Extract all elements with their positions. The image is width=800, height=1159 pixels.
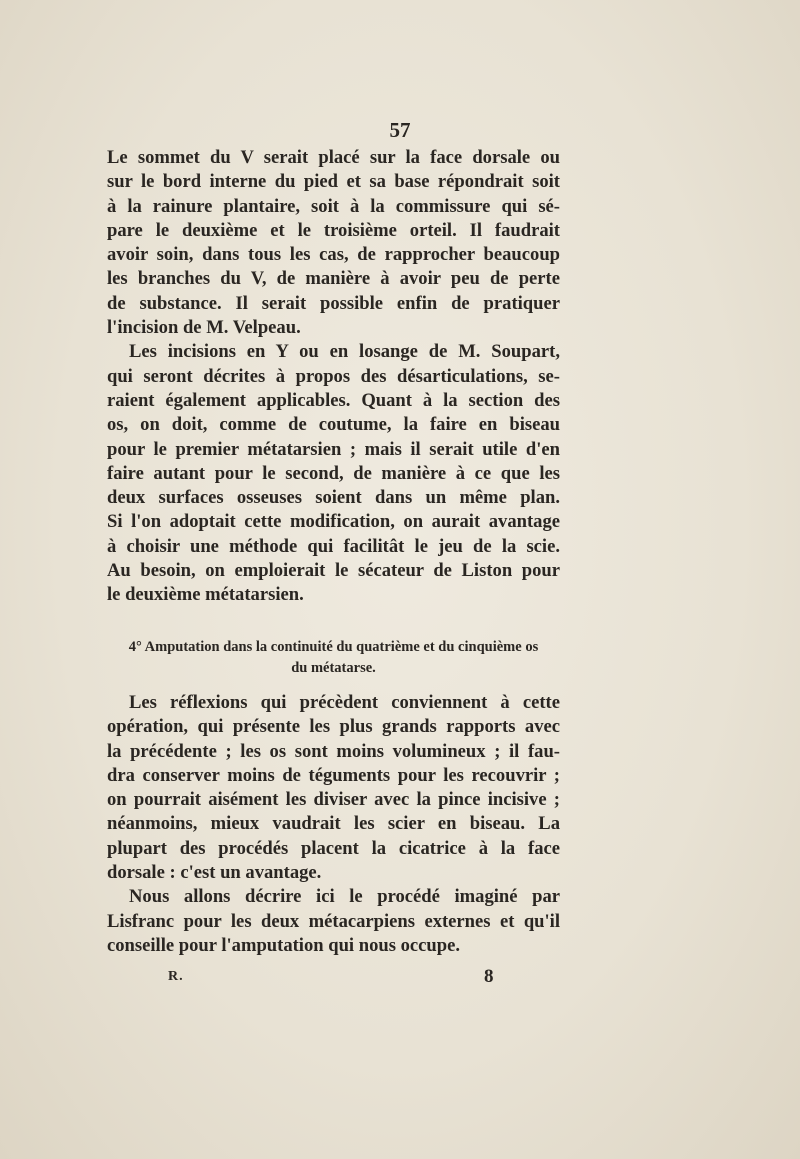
text-line: dorsale : c'est un avantage. [107, 862, 322, 884]
text-line: Si l'on adoptait cette modification, on aurait avantage [107, 511, 560, 533]
text-line: le deuxième métatarsien. [107, 584, 304, 606]
text-line: à choisir une méthode qui facilitât le jeu de la scie. [107, 535, 560, 557]
section-heading [107, 637, 560, 679]
text-line: néanmoins, mieux vaudrait les scier en biseau. La [107, 813, 560, 835]
sheet-number: 8 [484, 966, 494, 987]
text-line: l'incision de M. Velpeau. [107, 317, 301, 339]
heading-line: du métatarse. [291, 660, 376, 676]
page-number: 57 [389, 118, 411, 142]
text-line: qui seront décrites à propos des désarticulations, se- [107, 365, 560, 387]
text-line: Lisfranc pour les deux métacarpiens externes et qu'il [107, 910, 560, 932]
heading-line: 4° Amputation dans la continuité du quatrième et du cinquième os [128, 639, 539, 655]
text-line: les branches du V, de manière à avoir peu de perte [107, 268, 560, 290]
paragraph-block-2 [107, 691, 560, 958]
text-line: faire autant pour le second, de manière à ce que les [107, 462, 560, 484]
text-line: à la rainure plantaire, soit à la commissure qui sé- [107, 195, 560, 217]
text-line: avoir soin, dans tous les cas, de rapprocher beaucoup [107, 244, 560, 266]
text-line: Nous allons décrire ici le procédé imaginé par [129, 886, 560, 908]
text-line: Les incisions en Y ou en losange de M. Soupart, [129, 341, 560, 363]
text-line: Au besoin, on emploierait le sécateur de Liston pour [107, 560, 560, 582]
paragraph-block-1 [107, 146, 560, 608]
text-line: opération, qui présente les plus grands rapports avec [107, 716, 560, 738]
text-line: pour le premier métatarsien ; mais il serait utile d'en [107, 438, 560, 460]
text-line: plupart des procédés placent la cicatrice à la face [107, 837, 560, 859]
text-line: deux surfaces osseuses soient dans un même plan. [107, 487, 560, 509]
text-line: Les réflexions qui précèdent conviennent à cette [129, 692, 560, 713]
printer-signature: R. [168, 969, 184, 984]
text-line: on pourrait aisément les diviser avec la pince incisive ; [107, 789, 560, 811]
text-line: pare le deuxième et le troisième orteil. Il faudrait [107, 219, 560, 241]
text-line: raient également applicables. Quant à la section des [107, 389, 560, 411]
text-line: de substance. Il serait possible enfin de pratiquer [107, 292, 560, 314]
text-line: conseille pour l'amputation qui nous occupe. [107, 934, 460, 956]
text-line: Le sommet du V serait placé sur la face dorsale ou [107, 147, 560, 168]
text-line: la précédente ; les os sont moins volumineux ; il fau- [107, 740, 560, 762]
text-line: dra conserver moins de téguments pour les recouvrir ; [107, 764, 560, 786]
text-line: os, on doit, comme de coutume, la faire en biseau [107, 414, 560, 436]
text-line: sur le bord interne du pied et sa base répondrait soit [107, 171, 560, 193]
